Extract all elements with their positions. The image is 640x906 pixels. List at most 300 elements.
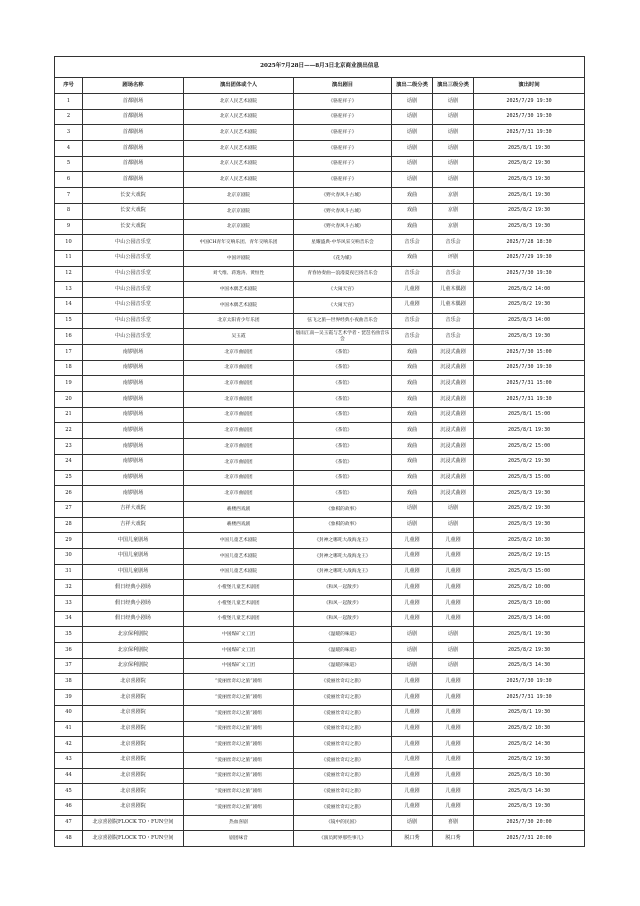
- cell-category2: 戏曲: [392, 470, 433, 486]
- cell-time: 2025/7/31 19:30: [474, 125, 585, 141]
- cell-venue: 长安大戏院: [83, 203, 184, 219]
- cell-venue: 南锣剧场: [83, 423, 184, 439]
- cell-venue: 北京保利剧院: [83, 658, 184, 674]
- cell-category3: 儿童剧: [433, 596, 474, 612]
- header-row: [55, 78, 585, 94]
- cell-time: 2025/8/1 19:30: [474, 627, 585, 643]
- cell-index: 37: [55, 658, 83, 674]
- table-row: [55, 831, 585, 847]
- cell-time: 2025/7/29 19:30: [474, 94, 585, 110]
- cell-venue: 南锣剧场: [83, 360, 184, 376]
- cell-category3: 沉浸式曲剧: [433, 470, 474, 486]
- table-caption: 2025年7月28日——8月3日北京商业演出信息: [55, 57, 585, 78]
- cell-venue: 中山公园音乐堂: [83, 282, 184, 298]
- cell-category2: 话剧: [392, 643, 433, 659]
- cell-category3: 儿童剧: [433, 721, 474, 737]
- cell-program: 《和风一起散步》: [294, 580, 392, 596]
- table-row: [55, 439, 585, 455]
- cell-category3: 儿童剧: [433, 674, 474, 690]
- cell-program: 《封神之哪吒大战海龙王》: [294, 564, 392, 580]
- cell-category3: 话剧: [433, 125, 474, 141]
- cell-index: 47: [55, 815, 83, 831]
- table-row: [55, 596, 585, 612]
- cell-category2: 话剧: [392, 501, 433, 517]
- cell-time: 2025/8/2 19:30: [474, 156, 585, 172]
- cell-troupe: 中国CH青年交响乐团、青年交响乐团: [184, 235, 294, 251]
- cell-category3: 话剧: [433, 141, 474, 157]
- cell-troupe: 羲楼西戏剧: [184, 501, 294, 517]
- cell-index: 48: [55, 831, 83, 847]
- cell-category3: 话剧: [433, 658, 474, 674]
- cell-venue: 中山公园音乐堂: [83, 250, 184, 266]
- cell-troupe: 中国煤矿文工团: [184, 627, 294, 643]
- cell-troupe: 北京京剧院: [184, 203, 294, 219]
- table-row: [55, 360, 585, 376]
- cell-index: 21: [55, 407, 83, 423]
- cell-time: 2025/8/2 10:00: [474, 580, 585, 596]
- cell-index: 45: [55, 784, 83, 800]
- cell-category2: 戏曲: [392, 392, 433, 408]
- cell-venue: 南锣剧场: [83, 439, 184, 455]
- cell-category3: 京剧: [433, 188, 474, 204]
- cell-venue: 中山公园音乐堂: [83, 297, 184, 313]
- header-cell-index: 序号: [55, 78, 83, 94]
- table-row: [55, 674, 585, 690]
- cell-venue: 北京喜剧院: [83, 752, 184, 768]
- cell-time: 2025/8/2 10:30: [474, 721, 585, 737]
- cell-time: 2025/7/28 18:30: [474, 235, 585, 251]
- table-row: [55, 768, 585, 784]
- cell-troupe: 北京太阳青少年乐团: [184, 313, 294, 329]
- cell-category3: 儿童剧: [433, 564, 474, 580]
- cell-category3: 儿童剧: [433, 690, 474, 706]
- cell-program: 《爱丽丝奇幻之旅》: [294, 674, 392, 690]
- cell-category2: 戏曲: [392, 250, 433, 266]
- cell-troupe: 北京市曲剧团: [184, 392, 294, 408]
- cell-category3: 音乐会: [433, 313, 474, 329]
- cell-program: 《野火春风斗古城》: [294, 219, 392, 235]
- cell-index: 40: [55, 705, 83, 721]
- cell-index: 22: [55, 423, 83, 439]
- cell-index: 11: [55, 250, 83, 266]
- header-cell-program: 演出剧目: [294, 78, 392, 94]
- cell-index: 36: [55, 643, 83, 659]
- cell-venue: 北京喜剧院: [83, 674, 184, 690]
- cell-program: 《和风一起散步》: [294, 611, 392, 627]
- cell-index: 43: [55, 752, 83, 768]
- cell-category3: 话剧: [433, 501, 474, 517]
- cell-troupe: 北京市曲剧团: [184, 376, 294, 392]
- cell-category2: 话剧: [392, 172, 433, 188]
- cell-category2: 儿童剧: [392, 580, 433, 596]
- cell-category2: 儿童剧: [392, 596, 433, 612]
- cell-time: 2025/8/2 19:30: [474, 297, 585, 313]
- cell-category2: 儿童剧: [392, 737, 433, 753]
- table-row: [55, 643, 585, 659]
- cell-category3: 沉浸式曲剧: [433, 407, 474, 423]
- cell-troupe: 热血喜剧: [184, 815, 294, 831]
- cell-program: 《爱丽丝奇幻之旅》: [294, 690, 392, 706]
- cell-category2: 儿童剧: [392, 282, 433, 298]
- cell-troupe: “爱丽丝奇幻之旅”剧组: [184, 690, 294, 706]
- cell-time: 2025/8/3 15:00: [474, 564, 585, 580]
- cell-troupe: “爱丽丝奇幻之旅”剧组: [184, 784, 294, 800]
- cell-venue: 南锣剧场: [83, 486, 184, 502]
- cell-index: 35: [55, 627, 83, 643]
- cell-program: 《茶馆》: [294, 423, 392, 439]
- cell-category2: 话剧: [392, 627, 433, 643]
- cell-category3: 沉浸式曲剧: [433, 423, 474, 439]
- cell-category3: 话剧: [433, 517, 474, 533]
- table-row: [55, 470, 585, 486]
- cell-venue: 南锣剧场: [83, 376, 184, 392]
- cell-venue: 北京喜剧院FLOCK TO・FUN空间: [83, 831, 184, 847]
- cell-venue: 吉祥大戏院: [83, 517, 184, 533]
- cell-troupe: 中国评剧院: [184, 250, 294, 266]
- table-row: [55, 690, 585, 706]
- cell-category3: 儿童剧: [433, 705, 474, 721]
- cell-venue: 南锣剧场: [83, 454, 184, 470]
- cell-index: 16: [55, 329, 83, 345]
- cell-time: 2025/8/1 19:30: [474, 141, 585, 157]
- cell-troupe: 吴玉霞: [184, 329, 294, 345]
- table-row: [55, 282, 585, 298]
- cell-venue: 中国儿童剧场: [83, 533, 184, 549]
- cell-venue: 南锣剧场: [83, 470, 184, 486]
- table-row: [55, 627, 585, 643]
- table-row: [55, 705, 585, 721]
- table-row: [55, 815, 585, 831]
- cell-program: 《爱丽丝奇幻之旅》: [294, 705, 392, 721]
- cell-category2: 戏曲: [392, 203, 433, 219]
- cell-program: 《茶馆》: [294, 407, 392, 423]
- table-row: [55, 188, 585, 204]
- cell-venue: 南锣剧场: [83, 392, 184, 408]
- cell-category2: 话剧: [392, 815, 433, 831]
- cell-time: 2025/8/3 14:30: [474, 658, 585, 674]
- cell-category3: 沉浸式曲剧: [433, 454, 474, 470]
- cell-venue: 北京喜剧院: [83, 737, 184, 753]
- cell-category3: 沉浸式曲剧: [433, 392, 474, 408]
- table-row: [55, 611, 585, 627]
- cell-index: 18: [55, 360, 83, 376]
- cell-venue: 中山公园音乐堂: [83, 313, 184, 329]
- cell-venue: 首都剧场: [83, 94, 184, 110]
- cell-category2: 音乐会: [392, 235, 433, 251]
- cell-troupe: “爱丽丝奇幻之旅”剧组: [184, 674, 294, 690]
- cell-index: 32: [55, 580, 83, 596]
- cell-program: 《象棋的故事》: [294, 501, 392, 517]
- cell-program: 《象棋的故事》: [294, 517, 392, 533]
- cell-index: 9: [55, 219, 83, 235]
- cell-program: 《爱丽丝奇幻之旅》: [294, 737, 392, 753]
- cell-troupe: 北京人民艺术剧院: [184, 109, 294, 125]
- cell-time: 2025/8/3 14:00: [474, 611, 585, 627]
- cell-time: 2025/8/3 19:30: [474, 329, 585, 345]
- cell-venue: 中国儿童剧场: [83, 564, 184, 580]
- cell-time: 2025/8/2 14:30: [474, 737, 585, 753]
- cell-category3: 京剧: [433, 203, 474, 219]
- cell-category2: 音乐会: [392, 266, 433, 282]
- cell-time: 2025/8/3 19:30: [474, 486, 585, 502]
- cell-category2: 儿童剧: [392, 721, 433, 737]
- cell-troupe: 北京市曲剧团: [184, 470, 294, 486]
- cell-troupe: 北京人民艺术剧院: [184, 141, 294, 157]
- table-row: [55, 784, 585, 800]
- cell-index: 1: [55, 94, 83, 110]
- table-row: [55, 125, 585, 141]
- cell-program: 《野火春风斗古城》: [294, 188, 392, 204]
- cell-index: 17: [55, 345, 83, 361]
- cell-category2: 儿童剧: [392, 548, 433, 564]
- cell-category2: 儿童剧: [392, 611, 433, 627]
- cell-time: 2025/8/2 19:30: [474, 454, 585, 470]
- caption-row: [55, 57, 585, 78]
- cell-index: 46: [55, 799, 83, 815]
- cell-venue: 假日经典小剧场: [83, 580, 184, 596]
- cell-troupe: 北京京剧院: [184, 188, 294, 204]
- cell-venue: 中山公园音乐堂: [83, 235, 184, 251]
- cell-venue: 假日经典小剧场: [83, 596, 184, 612]
- cell-troupe: 小橙堡儿童艺术剧团: [184, 596, 294, 612]
- cell-program: 《镜中的民国》: [294, 815, 392, 831]
- performance-sheet: [54, 56, 584, 847]
- cell-troupe: 北京人民艺术剧院: [184, 172, 294, 188]
- cell-program: 《温暖的味道》: [294, 627, 392, 643]
- cell-time: 2025/7/31 15:00: [474, 376, 585, 392]
- cell-category3: 儿童剧: [433, 752, 474, 768]
- cell-program: 《骆驼祥子》: [294, 141, 392, 157]
- header-cell-category3: 演出三级分类: [433, 78, 474, 94]
- cell-program: 《封神之哪吒大战海龙王》: [294, 533, 392, 549]
- cell-category3: 儿童木偶剧: [433, 282, 474, 298]
- header-cell-category2: 演出二级分类: [392, 78, 433, 94]
- table-row: [55, 172, 585, 188]
- cell-time: 2025/8/3 10:00: [474, 596, 585, 612]
- cell-category2: 音乐会: [392, 329, 433, 345]
- cell-index: 12: [55, 266, 83, 282]
- cell-time: 2025/7/31 19:30: [474, 392, 585, 408]
- cell-troupe: 北京人民艺术剧院: [184, 94, 294, 110]
- cell-index: 33: [55, 596, 83, 612]
- table-row: [55, 219, 585, 235]
- cell-time: 2025/8/2 19:30: [474, 752, 585, 768]
- cell-category3: 沉浸式曲剧: [433, 376, 474, 392]
- cell-program: 《茶馆》: [294, 439, 392, 455]
- cell-index: 13: [55, 282, 83, 298]
- cell-index: 24: [55, 454, 83, 470]
- cell-venue: 北京喜剧院: [83, 690, 184, 706]
- cell-time: 2025/8/1 19:30: [474, 705, 585, 721]
- cell-index: 41: [55, 721, 83, 737]
- cell-category2: 儿童剧: [392, 799, 433, 815]
- cell-category2: 儿童剧: [392, 752, 433, 768]
- table-row: [55, 501, 585, 517]
- cell-index: 38: [55, 674, 83, 690]
- cell-time: 2025/8/3 14:30: [474, 784, 585, 800]
- cell-index: 44: [55, 768, 83, 784]
- cell-index: 10: [55, 235, 83, 251]
- cell-index: 25: [55, 470, 83, 486]
- cell-program: 《温暖的味道》: [294, 658, 392, 674]
- cell-category2: 话剧: [392, 141, 433, 157]
- cell-program: 《茶馆》: [294, 360, 392, 376]
- cell-program: 《茶馆》: [294, 392, 392, 408]
- cell-index: 5: [55, 156, 83, 172]
- cell-troupe: 北京市曲剧团: [184, 486, 294, 502]
- cell-troupe: 中国儿童艺术剧院: [184, 533, 294, 549]
- cell-category2: 音乐会: [392, 313, 433, 329]
- cell-troupe: 刘弋维、蒋逸涛、黄恒性: [184, 266, 294, 282]
- cell-category2: 儿童剧: [392, 564, 433, 580]
- cell-time: 2025/8/3 10:30: [474, 768, 585, 784]
- cell-venue: 北京喜剧院: [83, 784, 184, 800]
- cell-category2: 话剧: [392, 109, 433, 125]
- cell-program: 《爱丽丝奇幻之旅》: [294, 784, 392, 800]
- cell-venue: 北京保利剧院: [83, 627, 184, 643]
- cell-index: 20: [55, 392, 83, 408]
- cell-venue: 长安大戏院: [83, 219, 184, 235]
- cell-venue: 北京喜剧院: [83, 768, 184, 784]
- table-row: [55, 376, 585, 392]
- cell-troupe: 中国儿童艺术剧院: [184, 548, 294, 564]
- cell-venue: 北京喜剧院: [83, 721, 184, 737]
- cell-category3: 音乐会: [433, 235, 474, 251]
- cell-time: 2025/8/1 15:00: [474, 407, 585, 423]
- table-row: [55, 250, 585, 266]
- cell-category3: 音乐会: [433, 329, 474, 345]
- cell-time: 2025/8/2 10:30: [474, 533, 585, 549]
- cell-category3: 儿童木偶剧: [433, 297, 474, 313]
- cell-troupe: 北京市曲剧团: [184, 423, 294, 439]
- cell-index: 30: [55, 548, 83, 564]
- cell-category2: 戏曲: [392, 439, 433, 455]
- table-row: [55, 658, 585, 674]
- cell-category2: 戏曲: [392, 219, 433, 235]
- cell-troupe: 中国煤矿文工团: [184, 643, 294, 659]
- cell-category2: 儿童剧: [392, 768, 433, 784]
- table-row: [55, 392, 585, 408]
- table-row: [55, 407, 585, 423]
- cell-program: 星耀盛典-中华风采交响音乐会: [294, 235, 392, 251]
- cell-troupe: “爱丽丝奇幻之旅”剧组: [184, 737, 294, 753]
- cell-index: 29: [55, 533, 83, 549]
- cell-category3: 沉浸式曲剧: [433, 439, 474, 455]
- cell-time: 2025/8/2 19:15: [474, 548, 585, 564]
- cell-time: 2025/7/30 20:00: [474, 815, 585, 831]
- cell-category2: 脱口秀: [392, 831, 433, 847]
- cell-troupe: 北京市曲剧团: [184, 345, 294, 361]
- table-row: [55, 486, 585, 502]
- cell-category2: 戏曲: [392, 454, 433, 470]
- cell-category3: 话剧: [433, 172, 474, 188]
- cell-category3: 话剧: [433, 643, 474, 659]
- header-cell-troupe: 演出团体或个人: [184, 78, 294, 94]
- cell-venue: 首都剧场: [83, 109, 184, 125]
- cell-time: 2025/8/2 19:30: [474, 643, 585, 659]
- table-row: [55, 548, 585, 564]
- cell-time: 2025/8/3 14:00: [474, 313, 585, 329]
- cell-category3: 音乐会: [433, 266, 474, 282]
- cell-category3: 沉浸式曲剧: [433, 360, 474, 376]
- cell-time: 2025/8/3 15:00: [474, 470, 585, 486]
- cell-time: 2025/7/31 20:00: [474, 831, 585, 847]
- cell-category2: 话剧: [392, 125, 433, 141]
- cell-venue: 中山公园音乐堂: [83, 329, 184, 345]
- cell-venue: 长安大戏院: [83, 188, 184, 204]
- cell-category2: 儿童剧: [392, 705, 433, 721]
- cell-category2: 戏曲: [392, 345, 433, 361]
- cell-category2: 儿童剧: [392, 297, 433, 313]
- cell-category3: 话剧: [433, 94, 474, 110]
- cell-time: 2025/8/3 19:30: [474, 517, 585, 533]
- table-row: [55, 517, 585, 533]
- cell-time: 2025/8/2 15:00: [474, 439, 585, 455]
- table-row: [55, 203, 585, 219]
- cell-category2: 话剧: [392, 156, 433, 172]
- cell-category3: 儿童剧: [433, 799, 474, 815]
- table-row: [55, 580, 585, 596]
- cell-program: 《花为媒》: [294, 250, 392, 266]
- cell-venue: 首都剧场: [83, 125, 184, 141]
- cell-index: 4: [55, 141, 83, 157]
- table-row: [55, 533, 585, 549]
- cell-venue: 首都剧场: [83, 156, 184, 172]
- cell-venue: 北京喜剧院: [83, 799, 184, 815]
- table-row: [55, 721, 585, 737]
- cell-category2: 戏曲: [392, 188, 433, 204]
- cell-troupe: 北京市曲剧团: [184, 360, 294, 376]
- table-row: [55, 156, 585, 172]
- cell-time: 2025/7/30 19:30: [474, 109, 585, 125]
- cell-category2: 戏曲: [392, 486, 433, 502]
- cell-index: 8: [55, 203, 83, 219]
- cell-program: 《爱丽丝奇幻之旅》: [294, 721, 392, 737]
- cell-index: 31: [55, 564, 83, 580]
- cell-category3: 儿童剧: [433, 548, 474, 564]
- cell-program: 《茶馆》: [294, 470, 392, 486]
- table-row: [55, 423, 585, 439]
- cell-program: 《和风一起散步》: [294, 596, 392, 612]
- header-cell-time: 演出时间: [474, 78, 585, 94]
- table-row: [55, 266, 585, 282]
- cell-program: 《骆驼祥子》: [294, 109, 392, 125]
- cell-troupe: 羲楼西戏剧: [184, 517, 294, 533]
- cell-program: 《茶馆》: [294, 454, 392, 470]
- cell-venue: 中国儿童剧场: [83, 548, 184, 564]
- cell-venue: 北京喜剧院: [83, 705, 184, 721]
- cell-troupe: 小橙堡儿童艺术剧团: [184, 580, 294, 596]
- cell-category3: 京剧: [433, 219, 474, 235]
- cell-category2: 话剧: [392, 658, 433, 674]
- cell-troupe: 北京市曲剧团: [184, 439, 294, 455]
- cell-program: 《骆驼祥子》: [294, 172, 392, 188]
- table-row: [55, 297, 585, 313]
- table-row: [55, 313, 585, 329]
- cell-index: 34: [55, 611, 83, 627]
- cell-program: 《大闹天宫》: [294, 282, 392, 298]
- cell-category3: 话剧: [433, 109, 474, 125]
- cell-program: 《爱丽丝奇幻之旅》: [294, 799, 392, 815]
- cell-troupe: 中国木偶艺术剧院: [184, 297, 294, 313]
- cell-program: 《大闹天宫》: [294, 297, 392, 313]
- cell-troupe: “爱丽丝奇幻之旅”剧组: [184, 721, 294, 737]
- cell-program: 《温暖的味道》: [294, 643, 392, 659]
- cell-troupe: 中国木偶艺术剧院: [184, 282, 294, 298]
- cell-troupe: 北京人民艺术剧院: [184, 156, 294, 172]
- cell-category3: 评剧: [433, 250, 474, 266]
- cell-category2: 话剧: [392, 517, 433, 533]
